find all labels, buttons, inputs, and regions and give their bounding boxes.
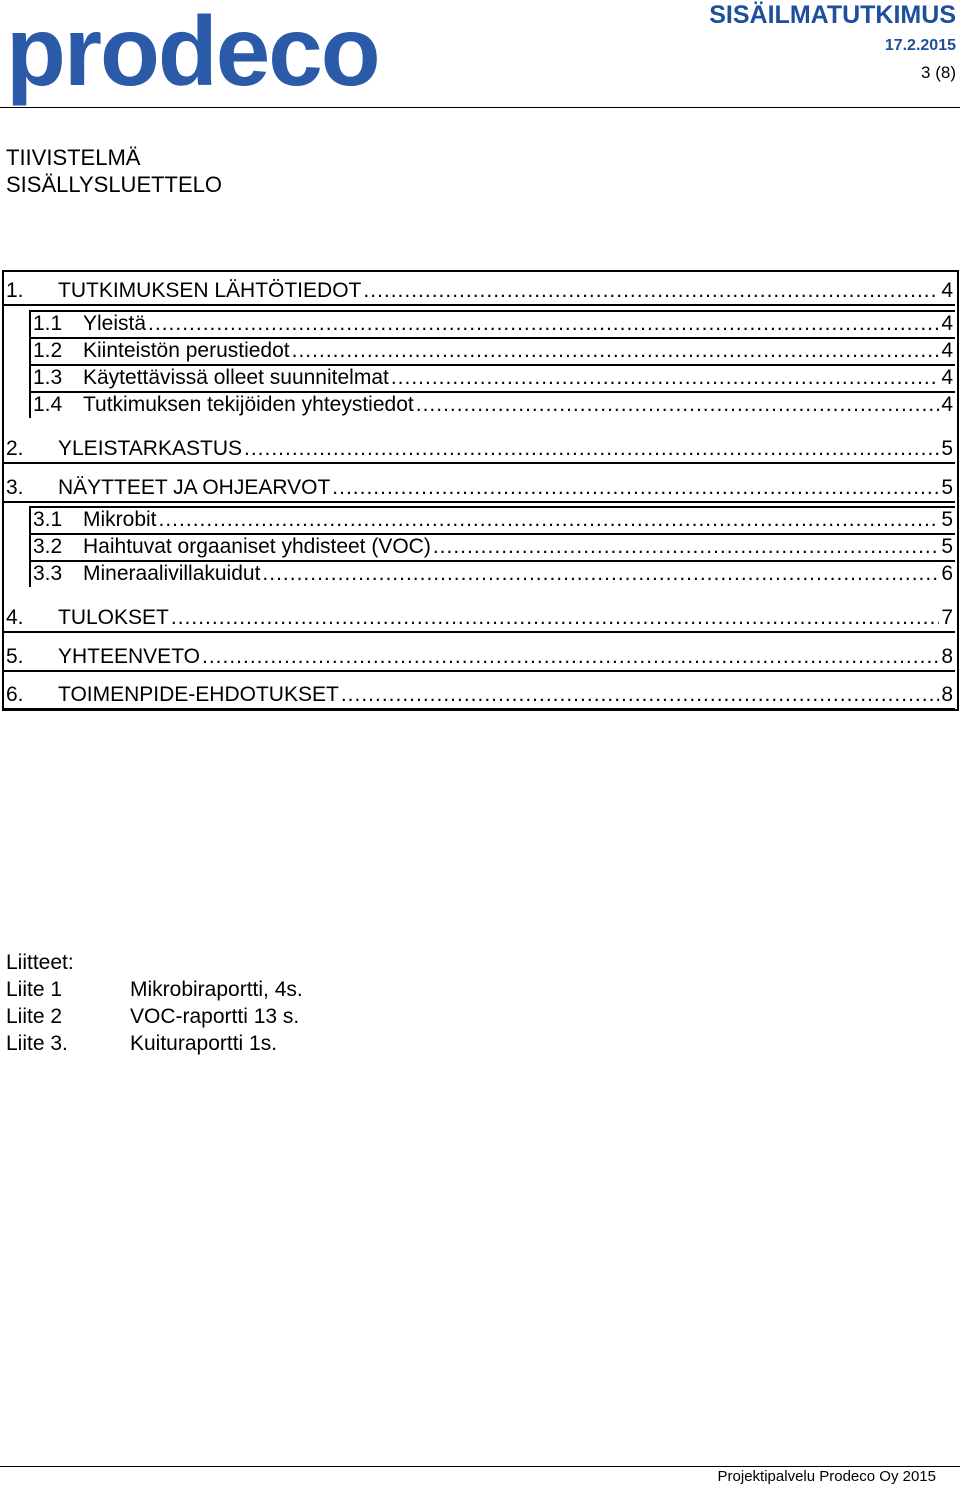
document-date: 17.2.2015 xyxy=(884,37,956,54)
attachment-row xyxy=(6,1031,277,1057)
toc-entry-number: 3.3 xyxy=(33,562,63,585)
toc-entry-number: 1.3 xyxy=(33,366,63,389)
toc-dot-leader xyxy=(159,508,940,532)
attachment-text: VOC-raportti 13 s. xyxy=(130,1005,300,1028)
toc-entry[interactable] xyxy=(29,560,955,587)
toc-dot-leader xyxy=(416,393,940,417)
toc-entry-page: 5 xyxy=(941,508,953,531)
page-number: 3 (8) xyxy=(921,63,956,82)
toc-entry[interactable] xyxy=(2,430,955,464)
toc-entry[interactable] xyxy=(29,533,955,560)
toc-entry[interactable] xyxy=(29,364,955,391)
toc-entry[interactable] xyxy=(29,337,955,364)
toc-entry-page: 4 xyxy=(941,393,953,416)
attachment-label: Liite 2 xyxy=(6,1005,63,1028)
attachment-row xyxy=(6,1004,299,1030)
attachment-text: Mikrobiraportti, 4s. xyxy=(130,978,303,1001)
attachments-heading xyxy=(6,950,74,976)
toc-dot-leader xyxy=(332,476,939,500)
toc-entry-page: 4 xyxy=(941,312,953,335)
toc-entry-page: 5 xyxy=(941,476,953,499)
toc-dot-leader xyxy=(244,437,939,461)
toc-entry-page: 8 xyxy=(941,645,953,668)
toc-entry-number: 1. xyxy=(6,279,24,302)
toc-entry-page: 8 xyxy=(941,683,953,706)
toc-entry-number: 1.4 xyxy=(33,393,63,416)
attachments-heading-label: Liitteet: xyxy=(6,951,74,974)
toc-entry-number: 5. xyxy=(6,645,24,668)
toc-entry-title: Yleistä xyxy=(83,312,147,335)
toc-entry[interactable] xyxy=(2,676,955,710)
toc-entry-title: TULOKSET xyxy=(58,606,169,629)
attachment-label: Liite 1 xyxy=(6,978,63,1001)
toc-entry[interactable] xyxy=(2,272,955,306)
toc-entry-number: 1.2 xyxy=(33,339,63,362)
toc-entry[interactable] xyxy=(2,638,955,672)
footer-divider xyxy=(0,1466,960,1467)
attachment-label: Liite 3. xyxy=(6,1032,68,1055)
prodeco-logo: prodeco xyxy=(6,0,379,106)
header-divider xyxy=(0,107,960,108)
toc-entry[interactable] xyxy=(29,310,955,337)
heading-contents: SISÄLLYSLUETTELO xyxy=(6,172,223,197)
toc-dot-leader xyxy=(148,312,939,336)
toc-entry-page: 5 xyxy=(941,437,953,460)
toc-entry-title: NÄYTTEET JA OHJEARVOT xyxy=(58,476,331,499)
toc-entry[interactable] xyxy=(29,506,955,533)
toc-entry-title: Tutkimuksen tekijöiden yhteystiedot xyxy=(83,393,414,416)
attachment-text: Kuituraportti 1s. xyxy=(130,1032,278,1055)
toc-dot-leader xyxy=(433,535,939,559)
toc-entry-number: 2. xyxy=(6,437,24,460)
toc-entry-page: 4 xyxy=(941,279,953,302)
toc-entry-title: Mikrobit xyxy=(83,508,157,531)
toc-entry-title: Käytettävissä olleet suunnitelmat xyxy=(83,366,389,389)
toc-entry-page: 5 xyxy=(941,535,953,558)
toc-entry-number: 3. xyxy=(6,476,24,499)
toc-entry-page: 4 xyxy=(941,339,953,362)
attachment-row xyxy=(6,977,303,1003)
toc-entry-title: TOIMENPIDE-EHDOTUKSET xyxy=(58,683,339,706)
toc-dot-leader xyxy=(363,279,939,303)
toc-entry-title: YHTEENVETO xyxy=(58,645,200,668)
toc-entry-number: 6. xyxy=(6,683,24,706)
footer-text: Projektipalvelu Prodeco Oy 2015 xyxy=(717,1468,936,1485)
toc-entry-title: Haihtuvat orgaaniset yhdisteet (VOC) xyxy=(83,535,431,558)
toc-entry[interactable] xyxy=(2,599,955,633)
toc-dot-leader xyxy=(391,366,939,390)
toc-entry-number: 3.2 xyxy=(33,535,63,558)
toc-dot-leader xyxy=(262,562,939,586)
toc-entry-title: TUTKIMUKSEN LÄHTÖTIEDOT xyxy=(58,279,362,302)
document-title: SISÄILMATUTKIMUS xyxy=(709,1,956,29)
toc-entry-title: Mineraalivillakuidut xyxy=(83,562,261,585)
heading-summary: TIIVISTELMÄ xyxy=(6,145,141,170)
toc-entry-page: 7 xyxy=(941,606,953,629)
toc-entry-title: YLEISTARKASTUS xyxy=(58,437,242,460)
toc-entry[interactable] xyxy=(2,469,955,503)
toc-dot-leader xyxy=(292,339,940,363)
toc-entry[interactable] xyxy=(29,391,955,418)
toc-dot-leader xyxy=(171,606,939,630)
toc-dot-leader xyxy=(341,683,940,707)
toc-entry-page: 4 xyxy=(941,366,953,389)
toc-entry-number: 3.1 xyxy=(33,508,63,531)
toc-entry-number: 4. xyxy=(6,606,24,629)
toc-entry-page: 6 xyxy=(941,562,953,585)
toc-entry-number: 1.1 xyxy=(33,312,63,335)
toc-dot-leader xyxy=(202,645,939,669)
toc-entry-title: Kiinteistön perustiedot xyxy=(83,339,290,362)
